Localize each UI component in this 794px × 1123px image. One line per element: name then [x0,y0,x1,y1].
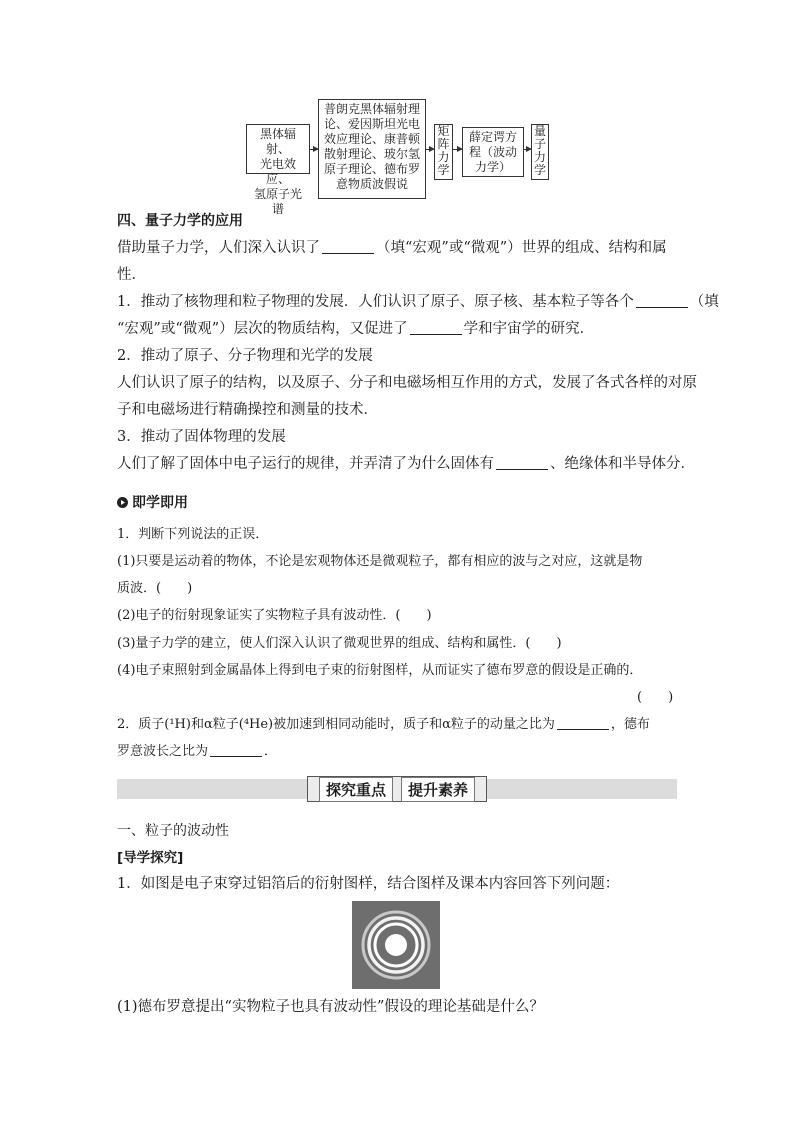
flow-box-phenomena [246,124,310,216]
flow-text: 论、爱因斯坦光电 [323,117,420,131]
fill-blank[interactable] [322,239,374,254]
paragraph: 性． [117,267,146,283]
paragraph [117,454,695,474]
paragraph [117,292,719,312]
flow-text: 黑体辐射、 [259,127,296,156]
flow-text: 学 [533,163,546,177]
flow-text: 光电效应、 [259,157,296,186]
flow-text: 普朗克黑体辐射理 [323,102,420,116]
answer-bracket: ( ) [637,690,674,705]
text: “宏观”或“微观”）层次的物质结构，又促进了 [117,321,408,337]
paragraph [117,319,594,339]
question: (3)量子力学的建立，使人们深入认识了微观世界的组成、结构和属性．( ) [117,636,562,651]
subheading: 2．推动了原子、分子物理和光学的发展 [117,348,373,364]
flow-box-matrix [434,124,453,180]
paragraph [117,238,667,258]
diffraction-pattern-image [352,901,440,989]
flow-text: 力学） [474,160,511,174]
diffraction-rings-icon [352,901,440,989]
banner-right: 提升素养 [401,777,475,802]
text: ，德布 [610,717,650,732]
text: 人们了解了固体中电子运行的规律，并弄清了为什么固体有 [117,456,494,472]
flow-arrow [453,149,462,150]
practice-header [117,492,188,512]
flow-text: 散射理论、玻尔氢 [323,147,420,161]
paragraph: 1．如图是电子束穿过铝箔后的衍射图样，结合图样及课本内容回答下列问题： [117,876,620,892]
section-banner [307,776,487,802]
flow-arrow [310,149,318,150]
flow-text: 量 [533,124,546,138]
question: (4)电子束照射到金属晶体上得到电子束的衍射图样，从而证实了德布罗意的假设是正确的． [117,663,643,678]
paragraph: (1)德布罗意提出“实物粒子也具有波动性”假设的理论基础是什么？ [117,999,544,1015]
text: 罗意波长之比为 [117,744,209,759]
flow-arrow [524,149,531,150]
section-heading: 四、量子力学的应用 [117,213,243,229]
play-circle-icon [117,497,128,508]
fill-blank[interactable] [636,293,688,308]
flow-box-schrodinger [462,127,524,177]
banner-left: 探究重点 [319,777,393,802]
flow-arrow [426,149,434,150]
flow-text: 原子理论、德布罗 [323,162,420,176]
question: 1．判断下列说法的正误． [117,527,269,542]
section-heading: 一、粒子的波动性 [117,823,229,839]
paragraph: 子和电磁场进行精确操控和测量的技术． [117,402,378,418]
paragraph: 人们认识了原子的结构，以及原子、分子和电磁场相互作用的方式，发展了各式各样的对原 [117,375,697,391]
text: 2．质子(¹H)和α粒子(⁴He)被加速到相同动能时，质子和α粒子的动量之比为 [117,717,555,732]
text: 、绝缘体和半导体分． [550,456,695,472]
text: （填 [689,294,719,310]
flow-text: 子 [533,137,546,151]
practice-heading: 即学即用 [132,495,188,511]
subheading: 3．推动了固体物理的发展 [117,429,286,445]
flow-text: 效应理论、康普顿 [323,132,420,146]
text: 1．推动了核物理和粒子物理的发展．人们认识了原子、原子核、基本粒子等各个 [117,294,634,310]
question: (2)电子的衍射现象证实了实物粒子具有波动性．( ) [117,608,432,623]
flow-text: 程（波动 [468,145,517,159]
question: (1)只要是运动着的物体，不论是宏观物体还是微观粒子，都有相应的波与之对应，这就是物 [117,554,643,569]
tag-heading: [导学探究] [117,850,184,866]
flow-text: 阵 [437,137,450,151]
flow-text: 氢原子光谱 [253,187,302,216]
fill-blank[interactable] [557,715,609,730]
flow-box-quantum [531,124,549,180]
flow-text: 力 [437,150,450,164]
fill-blank[interactable] [496,455,548,470]
text: 借助量子力学，人们深入认识了 [117,240,320,256]
flow-text: 薛定谔方 [468,130,517,144]
question: 质波．( ) [117,581,193,596]
flow-text: 意物质波假说 [335,177,408,191]
flow-text: 矩 [437,124,450,138]
fill-blank[interactable] [410,320,462,335]
question [117,742,277,761]
flow-text: 力 [533,150,546,164]
question [117,715,650,734]
text: ． [264,744,278,759]
flow-box-theories [318,99,426,199]
text: （填“宏观”或“微观”）世界的组成、结构和属 [376,240,667,256]
flow-text: 学 [437,163,450,177]
fill-blank[interactable] [210,742,262,757]
text: 学和宇宙学的研究． [463,321,595,337]
